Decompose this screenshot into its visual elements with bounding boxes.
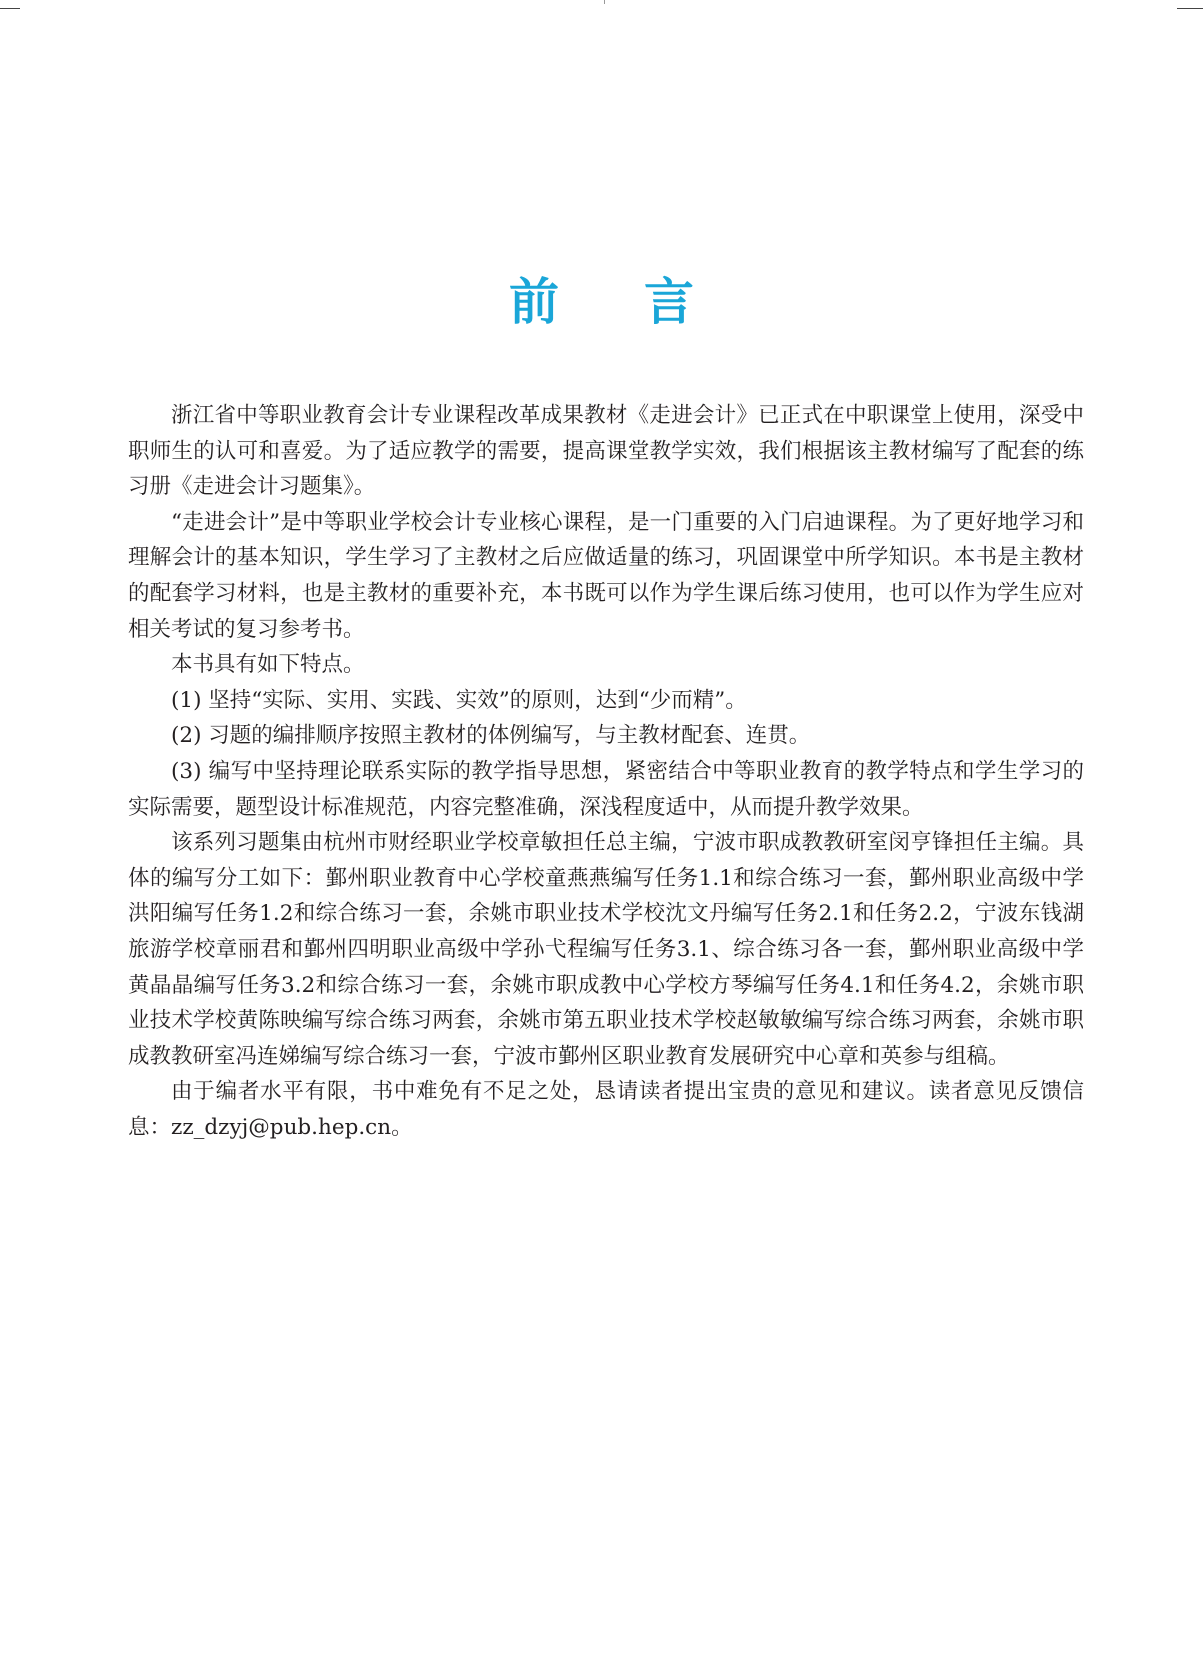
crop-mark-right: [1177, 8, 1203, 9]
crop-mark-left: [0, 8, 20, 9]
preface-paragraph-3: 本书具有如下特点。: [171, 652, 365, 678]
feature-item-2: (2) 习题的编排顺序按照主教材的体例编写，与主教材配套、连贯。: [171, 723, 811, 749]
preface-paragraph-2: “走进会计”是中等职业学校会计专业核心课程，是一门重要的入门启迪课程。为了更好地学习和理解会计的基本知识，学生学习了主教材之后应做适量的练习，巩固课堂中所学知识。本书是主教材的配套学习材料，也是主教材的重要补充，本书既可以作为学生课后练习使用，也可以作为学生应对相关考试的复习参考书。: [128, 509, 1084, 642]
crop-mark-center: [604, 0, 605, 4]
feature-item-3: (3) 编写中坚持理论联系实际的教学指导思想，紧密结合中等职业教育的教学特点和学生学习的实际需要，题型设计标准规范，内容完整准确，深浅程度适中，从而提升教学效果。: [128, 758, 1084, 820]
preface-paragraph-1: 浙江省中等职业教育会计专业课程改革成果教材《走进会计》已正式在中职课堂上使用，深受中职师生的认可和喜爱。为了适应教学的需要，提高课堂教学实效，我们根据该主教材编写了配套的练习册《走进会计习题集》。: [128, 403, 1084, 500]
preface-body: [128, 398, 1084, 1145]
feature-item-1: (1) 坚持“实际、实用、实践、实效”的原则，达到“少而精”。: [171, 687, 747, 713]
preface-paragraph-feedback: 由于编者水平有限，书中难免有不足之处，恳请读者提出宝贵的意见和建议。读者意见反馈信息：zz_dzyj@pub.hep.cn。: [128, 1079, 1084, 1140]
preface-paragraph-authors: 该系列习题集由杭州市财经职业学校章敏担任总主编，宁波市职成教教研室闵亨锋担任主编。具体的编写分工如下：鄞州职业教育中心学校童燕燕编写任务1.1和综合练习一套，鄞州职业高级中学洪阳编写任务1.2和综合练习一套，余姚市职业技术学校沈文丹编写任务2.1和任务2.2，宁波东钱湖旅游学校章丽君和鄞州四明职业高级中学孙弋程编写任务3.1、综合练习各一套，鄞州职业高级中学黄晶晶编写任务3.2和综合练习一套，余姚市职成教中心学校方琴编写任务4.1和任务4.2，余姚市职业技术学校黄陈映编写综合练习两套，余姚市第五职业技术学校赵敏敏编写综合练习两套，余姚市职成教教研室冯连娣编写综合练习一套，宁波市鄞州区职业教育发展研究中心章和英参与组稿。: [128, 830, 1084, 1069]
page-title: 前言: [509, 273, 779, 331]
